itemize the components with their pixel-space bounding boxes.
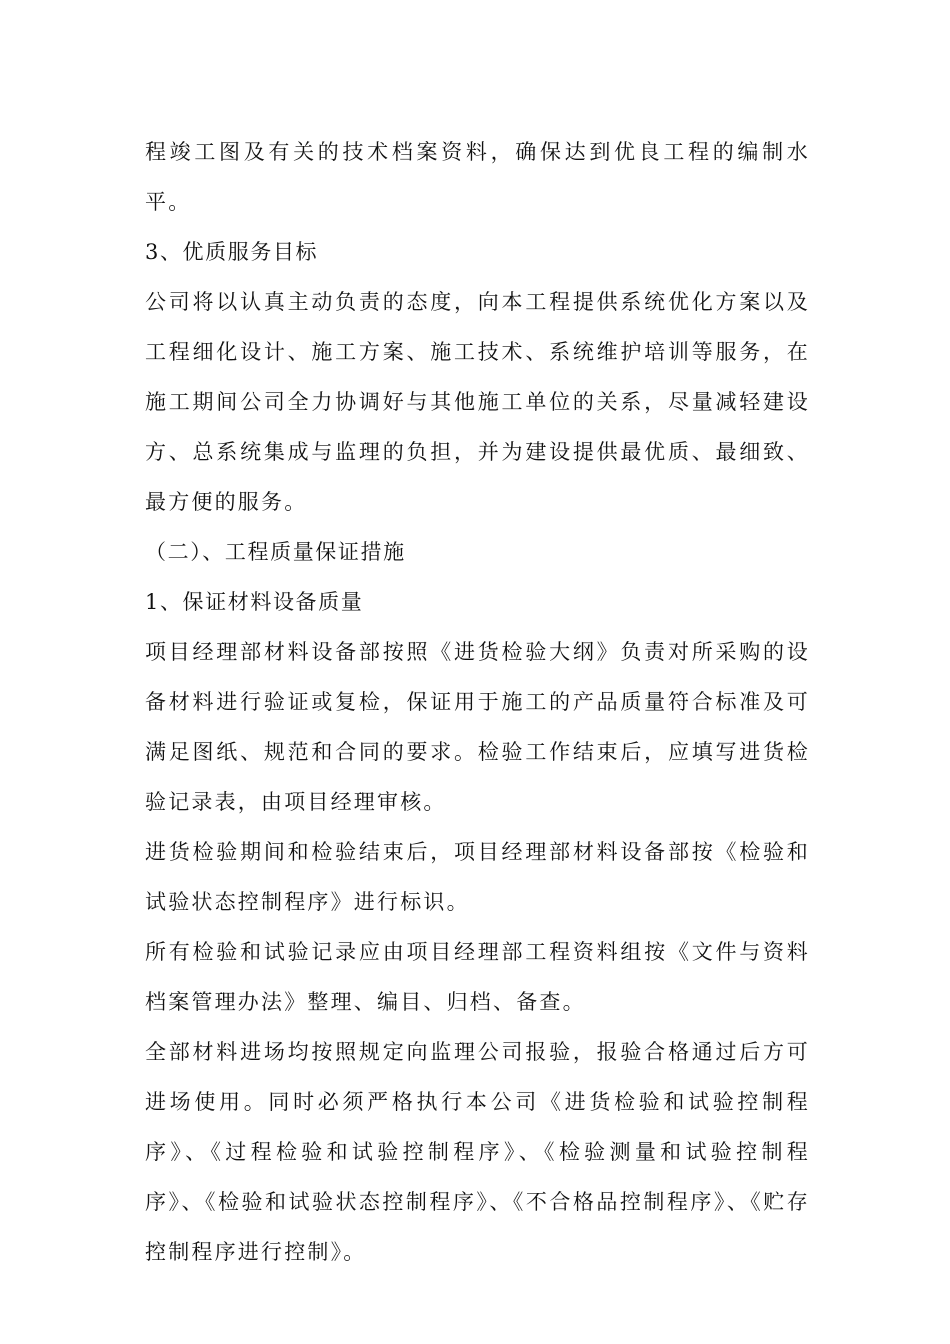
- subsection-heading-material-quality: 1、保证材料设备质量: [145, 590, 364, 614]
- paragraph-service-commitment: 公司将以认真主动负责的态度，向本工程提供系统优化方案以及工程细化设计、施工方案、施工技术、系统维护培训等服务，在施工期间公司全力协调好与其他施工单位的关系，尽量减轻建设方、总系统集成与监理的负担，并为建设提供最优质、最细致、最方便的服务。: [145, 290, 810, 514]
- document-body: [145, 127, 810, 1277]
- paragraph-inspection-marking: 进货检验期间和检验结束后，项目经理部材料设备部按《检验和试验状态控制程序》进行标识。: [145, 840, 810, 914]
- paragraph-material-acceptance: 全部材料进场均按照规定向监理公司报验，报验合格通过后方可进场使用。同时必须严格执行本公司《进货检验和试验控制程序》、《过程检验和试验控制程序》、《检验测量和试验控制程序》、《检验和试验状态控制程序》、《不合格品控制程序》、《贮存控制程序进行控制》。: [145, 1040, 810, 1264]
- paragraph-continuation: 程竣工图及有关的技术档案资料，确保达到优良工程的编制水平。: [145, 140, 810, 214]
- paragraph-material-inspection: 项目经理部材料设备部按照《进货检验大纲》负责对所采购的设备材料进行验证或复检，保证用于施工的产品质量符合标准及可满足图纸、规范和合同的要求。检验工作结束后，应填写进货检验记录表，由项目经理审核。: [145, 640, 810, 814]
- section-heading-quality-measures: （二）、工程质量保证措施: [145, 540, 406, 564]
- paragraph-record-archiving: 所有检验和试验记录应由项目经理部工程资料组按《文件与资料档案管理办法》整理、编目、归档、备查。: [145, 940, 810, 1014]
- section-heading-service-goal: 3、优质服务目标: [145, 240, 319, 264]
